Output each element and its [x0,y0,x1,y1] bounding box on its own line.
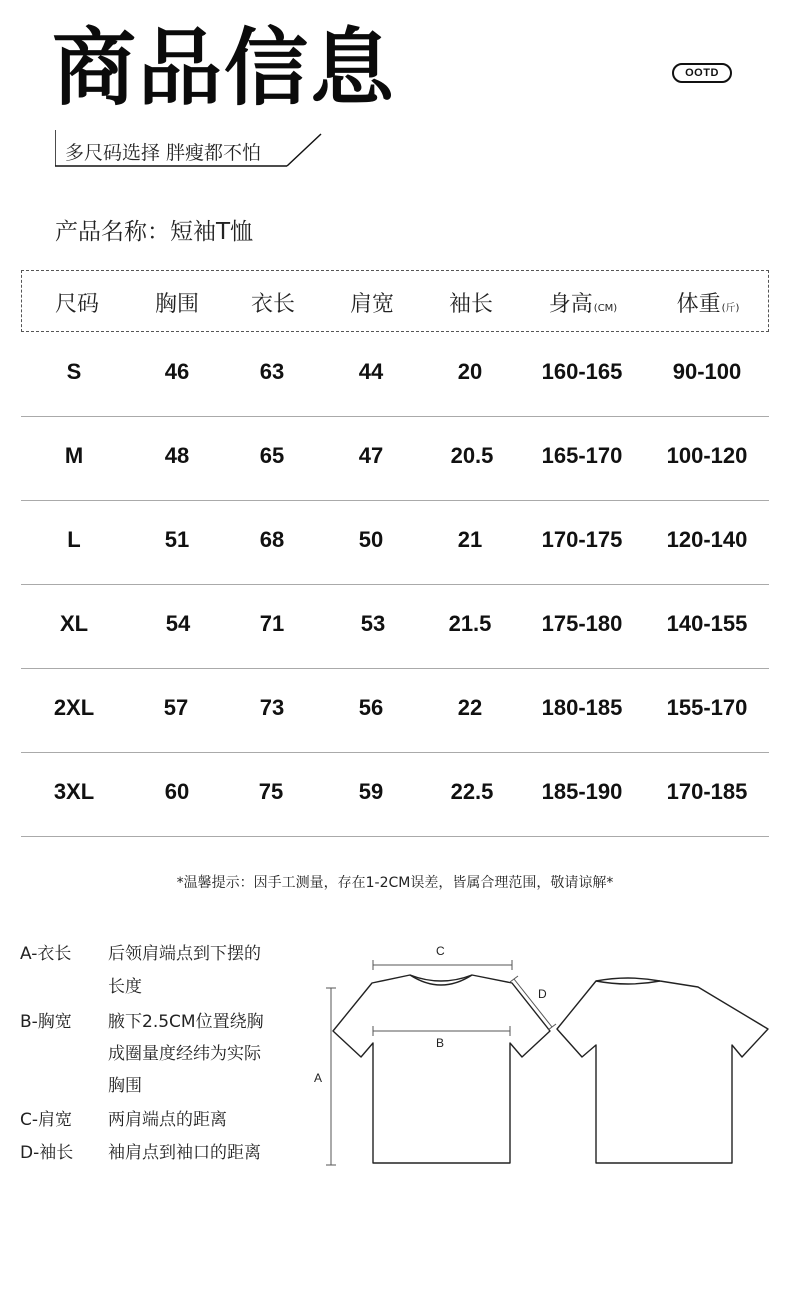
cell-chest: 48 [164,443,190,468]
cell-length: 65 [259,443,285,468]
table-row [21,669,769,753]
legend-key: C-肩宽 [20,1110,73,1130]
cell-size: L [67,527,81,552]
cell-weight: 170-185 [666,779,748,804]
cell-shoulder: 50 [358,527,384,552]
column-header-length: 衣长 [250,292,296,317]
table-row [21,501,769,585]
legend-desc-line: 腋下2.5CM位置绕胸 [108,1012,264,1032]
legend-key: B-胸宽 [20,1012,72,1032]
cell-height: 175-180 [541,611,623,636]
cell-size: M [64,443,84,468]
subtitle-banner [55,130,325,168]
cell-size: XL [59,611,89,636]
legend-desc-line: 成圈量度经纬为实际 [108,1044,261,1064]
cell-length: 63 [259,359,285,384]
cell-chest: 46 [164,359,190,384]
cell-shoulder: 56 [358,695,384,720]
diagram-label-d: D [538,987,547,1001]
cell-sleeve: 20 [457,359,483,384]
row-divider [21,836,769,837]
tshirt-diagram [300,935,780,1179]
cell-size: S [66,359,82,384]
cell-length: 68 [259,527,285,552]
cell-chest: 51 [164,527,190,552]
table-row [21,333,769,417]
tshirt-outlines [300,935,780,1175]
column-header-shoulder: 肩宽 [349,292,395,317]
cell-shoulder: 53 [360,611,386,636]
cell-shoulder: 59 [358,779,384,804]
subtitle-text: 多尺码选择 胖瘦都不怕 [65,142,262,164]
diagram-label-a: A [314,1071,323,1085]
cell-weight: 140-155 [666,611,748,636]
legend-desc-line: 长度 [108,977,142,997]
column-header-chest: 胸围 [154,292,200,317]
cell-chest: 57 [163,695,189,720]
cell-height: 165-170 [541,443,623,468]
legend-desc-line: 袖肩点到袖口的距离 [108,1143,261,1163]
product-name: 产品名称：短袖T恤 [55,219,254,245]
cell-chest: 60 [164,779,190,804]
column-header-height: 身高(CM) [548,292,618,317]
brand-logo: OOTD [672,63,732,83]
cell-height: 180-185 [541,695,623,720]
back-tshirt-outline [557,978,768,1163]
diagram-label-c: C [436,944,445,958]
cell-length: 71 [259,611,285,636]
cell-length: 75 [258,779,284,804]
legend-desc-line: 两肩端点的距离 [108,1110,227,1130]
cell-weight: 90-100 [672,359,742,384]
cell-sleeve: 22 [457,695,483,720]
cell-height: 170-175 [541,527,623,552]
cell-weight: 120-140 [666,527,748,552]
cell-sleeve: 20.5 [450,443,494,468]
cell-size: 2XL [53,695,95,720]
measurement-note: *温馨提示：因手工测量，存在1-2CM误差，皆属合理范围，敬请谅解* [176,875,614,891]
cell-size: 3XL [53,779,95,804]
cell-weight: 155-170 [666,695,748,720]
table-row [21,417,769,501]
cell-chest: 54 [165,611,191,636]
cell-shoulder: 47 [358,443,384,468]
legend-key: A-衣长 [20,944,72,964]
table-row [21,753,769,837]
cell-height: 160-165 [541,359,623,384]
cell-sleeve: 21.5 [448,611,492,636]
page-title: 商品信息 [52,19,397,117]
column-header-weight: 体重(斤) [676,292,740,317]
column-header-size: 尺码 [54,292,100,317]
cell-sleeve: 22.5 [450,779,494,804]
column-header-sleeve: 袖长 [448,292,494,317]
size-table-header [21,270,769,332]
cell-shoulder: 44 [358,359,384,384]
cell-sleeve: 21 [457,527,483,552]
legend-desc-line: 胸围 [108,1076,142,1096]
diagram-label-b: B [436,1036,445,1050]
cell-length: 73 [259,695,285,720]
front-tshirt-outline [333,975,550,1163]
legend-desc-line: 后领肩端点到下摆的 [108,944,261,964]
table-row [21,585,769,669]
cell-weight: 100-120 [666,443,748,468]
cell-height: 185-190 [541,779,623,804]
legend-key: D-袖长 [20,1143,74,1163]
